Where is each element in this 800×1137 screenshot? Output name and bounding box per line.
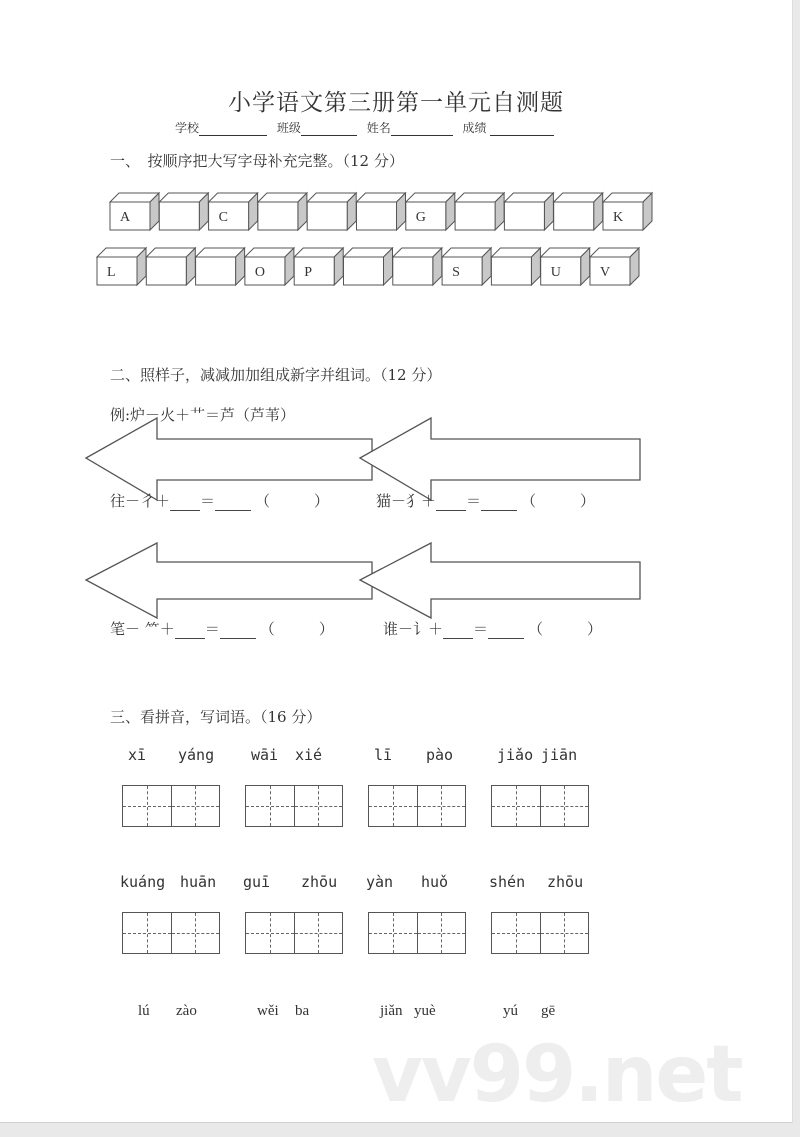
grid-cell[interactable] [369, 786, 418, 826]
writing-grid[interactable] [122, 912, 220, 954]
cube-letter: C [218, 210, 228, 225]
pinyin-syllable: ba [295, 1003, 310, 1019]
section3-heading: 三、看拼音，写词语。（16 分） [110, 708, 322, 726]
pinyin-syllable: zào [176, 1003, 197, 1019]
paren-open: （ [521, 492, 537, 510]
grid-cell[interactable] [172, 913, 220, 953]
cube-letter: K [613, 210, 624, 225]
section2-heading: 二、照样子，减减加加组成新字并组词。（12 分） [110, 366, 442, 384]
equals: ＝ [204, 620, 220, 638]
example-line: 例:炉－火＋艹＝芦（芦苇） [110, 406, 296, 424]
paren-open: （ [259, 620, 275, 638]
part-blank[interactable] [436, 496, 466, 511]
grid-cell[interactable] [246, 913, 295, 953]
pinyin-syllable: huān [180, 873, 217, 891]
cube-letter: P [304, 265, 312, 280]
watermark: vv99.net [372, 1030, 742, 1120]
pinyin-syllable: lī [374, 746, 393, 764]
item-prefix: 猫－犭＋ [376, 492, 437, 510]
compose-item [110, 618, 334, 639]
cube-letter: L [107, 265, 116, 280]
pinyin-syllable: yàn [366, 873, 394, 891]
pinyin-syllable: yuè [414, 1003, 436, 1019]
arrow-shape [360, 418, 640, 500]
pinyin-syllable: yáng [178, 746, 215, 764]
grid-cell[interactable] [123, 786, 172, 826]
equals: ＝ [200, 492, 216, 510]
paren-close: ） [580, 492, 596, 510]
cube-letter: V [600, 265, 611, 280]
grid-cell[interactable] [295, 913, 343, 953]
cube-letter: A [120, 210, 131, 225]
writing-grid[interactable] [491, 912, 589, 954]
class-label: 班级 [276, 121, 301, 135]
compose-item [110, 490, 329, 511]
pinyin-syllable: jiān [541, 746, 578, 764]
writing-grid[interactable] [122, 785, 220, 827]
page-title: 小学语文第三册第一单元自测题 [228, 90, 564, 116]
pinyin-syllable: huǒ [421, 873, 449, 891]
item-prefix: 谁－讠＋ [383, 620, 444, 638]
arrow-shape [86, 418, 372, 500]
pinyin-syllable: kuáng [120, 873, 166, 891]
name-label: 姓名 [366, 121, 391, 135]
paren-open: （ [528, 620, 544, 638]
grid-cell[interactable] [418, 913, 466, 953]
pinyin-syllable: jiǎo [497, 746, 534, 764]
paren-close: ） [318, 620, 334, 638]
school-label: 学校 [175, 121, 200, 135]
writing-grid[interactable] [368, 785, 466, 827]
writing-grid[interactable] [245, 912, 343, 954]
char-blank[interactable] [220, 624, 256, 639]
pinyin-syllable: xié [295, 746, 323, 764]
cube-letter: S [452, 265, 460, 280]
part-blank[interactable] [443, 624, 473, 639]
compose-item [383, 618, 602, 639]
arrow-shape [360, 543, 640, 618]
pinyin-syllable: gē [541, 1003, 556, 1019]
pinyin-syllable: lú [138, 1003, 150, 1019]
paren-open: （ [255, 492, 271, 510]
score-label: 成绩 [462, 121, 487, 135]
item-prefix: 笔－ ⺮＋ [110, 620, 175, 638]
pinyin-syllable: xī [128, 746, 147, 764]
pinyin-syllable: pào [426, 746, 454, 764]
char-blank[interactable] [481, 496, 517, 511]
char-blank[interactable] [215, 496, 251, 511]
pinyin-syllable: zhōu [547, 873, 584, 891]
grid-cell[interactable] [492, 786, 541, 826]
pinyin-syllable: wěi [257, 1003, 279, 1019]
grid-cell[interactable] [369, 913, 418, 953]
grid-cell[interactable] [172, 786, 220, 826]
writing-grid[interactable] [368, 912, 466, 954]
grid-cell[interactable] [492, 913, 541, 953]
grid-cell[interactable] [541, 786, 589, 826]
grid-cell[interactable] [246, 786, 295, 826]
equals: ＝ [466, 492, 482, 510]
pinyin-syllable: yú [503, 1003, 518, 1019]
arrow-shape [86, 543, 372, 618]
equals: ＝ [473, 620, 489, 638]
pinyin-syllable: jiǎn [380, 1003, 403, 1019]
compose-item [376, 490, 595, 511]
part-blank[interactable] [170, 496, 200, 511]
cube-letter: O [254, 265, 266, 280]
pinyin-syllable: shén [489, 873, 526, 891]
pinyin-syllable: zhōu [301, 873, 338, 891]
section1-heading: 一、 按顺序把大写字母补充完整。（12 分） [110, 152, 404, 170]
pinyin-syllable: wāi [251, 746, 279, 764]
paren-close: ） [314, 492, 330, 510]
cube-letter: G [415, 210, 426, 225]
paren-close: ） [587, 620, 603, 638]
char-blank[interactable] [488, 624, 524, 639]
grid-cell[interactable] [541, 913, 589, 953]
writing-grid[interactable] [491, 785, 589, 827]
grid-cell[interactable] [418, 786, 466, 826]
pinyin-syllable: guī [243, 873, 271, 891]
cube-letter: U [550, 265, 561, 280]
writing-grid[interactable] [245, 785, 343, 827]
part-blank[interactable] [175, 624, 205, 639]
grid-cell[interactable] [123, 913, 172, 953]
grid-cell[interactable] [295, 786, 343, 826]
item-prefix: 往－彳＋ [110, 492, 171, 510]
